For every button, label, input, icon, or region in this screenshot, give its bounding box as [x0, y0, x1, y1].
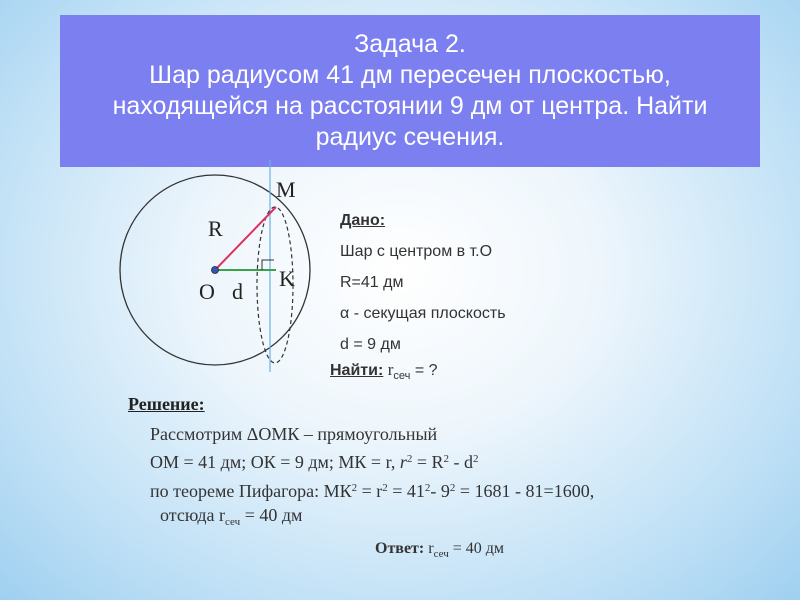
label-r: R — [208, 216, 223, 241]
solution-line-3-text: - 9 — [430, 481, 450, 501]
solution-heading: Решение: — [128, 394, 205, 414]
given-line: Шар с центром в т.О — [340, 243, 493, 260]
label-d: d — [232, 279, 243, 304]
given-heading: Дано: — [340, 212, 386, 229]
given-line: R=41 дм — [340, 274, 404, 291]
exponent: 2 — [449, 482, 456, 494]
solution-line-4-text: отсюда r — [160, 505, 226, 525]
given-line: α - секущая плоскость — [340, 305, 506, 322]
exponent: 2 — [351, 482, 358, 494]
solution-line-3-text: по теореме Пифагора: МК — [150, 481, 352, 501]
exponent: 2 — [406, 453, 413, 465]
center-point-o — [212, 267, 219, 274]
subscript: сеч — [225, 516, 241, 528]
solution-line-4-text: = 40 дм — [240, 505, 303, 525]
solution-line-3-text: = 1681 - 81=1600, — [455, 481, 595, 501]
exponent: 2 — [382, 482, 388, 494]
r-variable: r — [399, 452, 407, 472]
find-r: r — [387, 360, 394, 379]
find-block — [330, 360, 438, 382]
answer-block — [375, 540, 504, 560]
radius-segment-om — [215, 207, 276, 270]
problem-text-line-3: радиус сечения. — [315, 123, 505, 151]
given-line: d = 9 дм — [340, 336, 401, 353]
solution-line-2-text: - d — [449, 452, 474, 472]
solution-line-1: Рассмотрим ΔОМК – прямоугольный — [150, 424, 438, 444]
exponent: 2 — [443, 453, 450, 465]
answer-heading: Ответ: — [375, 540, 425, 557]
solution-line-2 — [150, 452, 479, 473]
solution-line-3 — [150, 481, 594, 502]
right-angle-mark — [262, 260, 274, 270]
find-heading: Найти: — [330, 362, 384, 379]
solution-line-2-text: ОМ = 41 дм; ОК = 9 дм; МК = r, — [150, 452, 400, 472]
label-m: M — [276, 177, 296, 202]
solution-line-3-text: = r — [357, 481, 383, 501]
exponent: 2 — [473, 453, 479, 465]
label-k: K — [279, 266, 295, 291]
label-o: O — [199, 279, 215, 304]
solution-line-4 — [160, 505, 302, 528]
exponent: 2 — [424, 482, 431, 494]
answer-rest: = 40 дм — [448, 540, 505, 557]
problem-title: Задача 2. — [354, 30, 466, 58]
solution-line-3-text: = 41 — [387, 481, 425, 501]
solution-line-2-text: = R — [412, 452, 444, 472]
find-rest: = ? — [410, 362, 438, 379]
problem-text-line-2: находящейся на расстоянии 9 дм от центра. Найти — [112, 92, 708, 120]
problem-text-line-1: Шар радиусом 41 дм пересечен плоскостью, — [149, 61, 671, 89]
answer-r: r — [424, 540, 434, 557]
given-block — [340, 205, 506, 360]
find-subscript: сеч — [393, 370, 411, 382]
answer-subscript: сеч — [433, 548, 449, 560]
